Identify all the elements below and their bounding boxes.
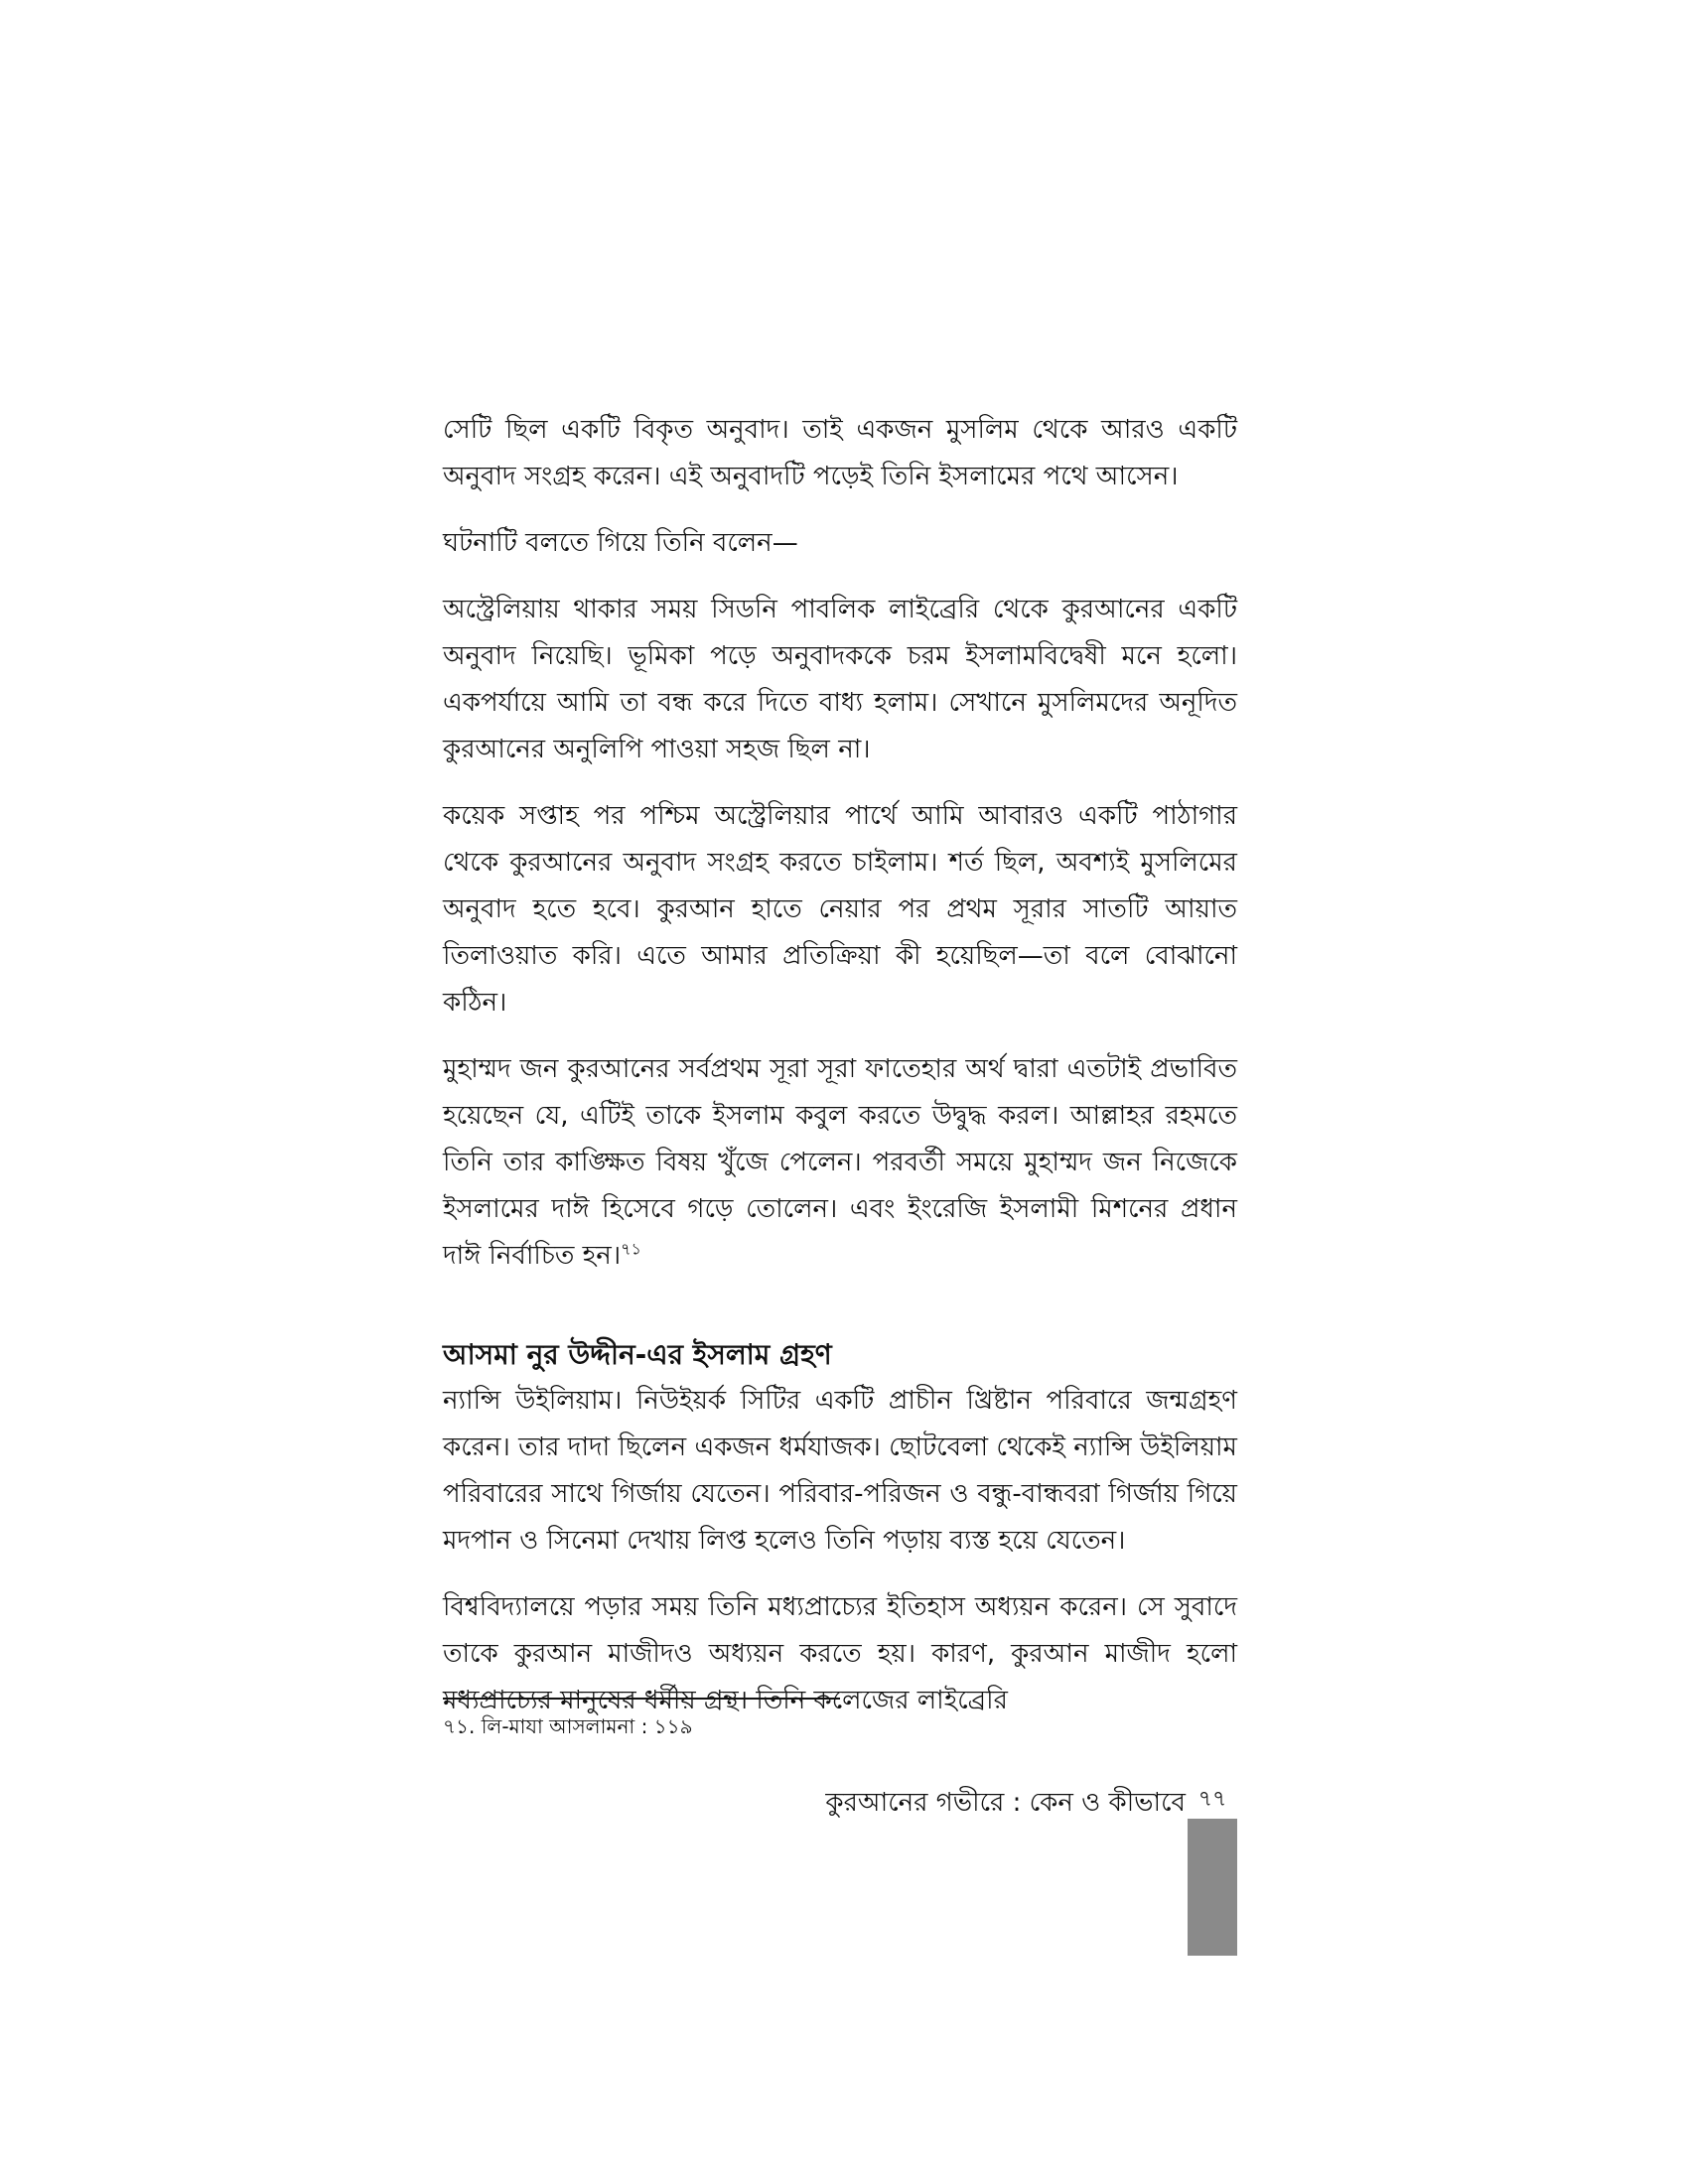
paragraph: [443, 1046, 1237, 1280]
section-heading: আসমা নুর উদ্দীন-এর ইসলাম গ্রহণ: [443, 1338, 832, 1371]
paragraph: কয়েক সপ্তাহ পর পশ্চিম অস্ট্রেলিয়ার পার্থে আমি আবারও একটি পাঠাগার থেকে কুরআনের অনুবাদ সংগ্রহ করতে চাইলাম। শর্ত ছিল, অবশ্যই মুসলিমের অনুবাদ হতে হবে। কুরআন হাতে নেয়ার পর প্রথম সূরার সাতটি আয়াত তিলাওয়াত করি। এতে আমার প্রতিক্রিয়া কী হয়েছিল—তা বলে বোঝানো কঠিন।: [443, 801, 1238, 1018]
footnote: ৭১. লি-মাযা আসলামনা : ১১৯: [443, 1714, 693, 1738]
paragraph: ন্যান্সি উইলিয়াম। নিউইয়র্ক সিটির একটি প্রাচীন খ্রিষ্টান পরিবারে জন্মগ্রহণ করেন। তার দাদা ছিলেন একজন ধর্মযাজক। ছোটবেলা থেকেই ন্যান্সি উইলিয়াম পরিবারের সাথে গির্জায় যেতেন। পরিবার-পরিজন ও বন্ধু-বান্ধবরা গির্জায় গিয়ে মদপান ও সিনেমা দেখায় লিপ্ত হলেও তিনি পড়ায় ব্যস্ত হয়ে যেতেন।: [443, 1386, 1237, 1556]
paragraph: সেটি ছিল একটি বিকৃত অনুবাদ। তাই একজন মুসলিম থেকে আরও একটি অনুবাদ সংগ্রহ করেন। এই অনুবাদটি পড়েই তিনি ইসলামের পথে আসেন।: [443, 415, 1237, 491]
paragraph: বিশ্ববিদ্যালয়ে পড়ার সময় তিনি মধ্যপ্রাচ্যের ইতিহাস অধ্যয়ন করেন। সে সুবাদে তাকে কুরআন মাজীদও অধ্যয়ন করতে হয়। কারণ, কুরআন মাজীদ হলো মধ্যপ্রাচ্যের মানুষের ধর্মীয় গ্রন্থ। তিনি কলেজের লাইব্রেরি: [443, 1592, 1237, 1715]
paragraph: ঘটনাটি বলতে গিয়ে তিনি বলেন—: [443, 528, 798, 558]
body-text: [443, 407, 1237, 1744]
footnote-reference[interactable]: ৭১: [621, 1239, 641, 1259]
footnote-divider: [443, 1698, 840, 1700]
page-number: ৭৭: [1197, 1787, 1227, 1812]
page-edge-tab: [1188, 1819, 1237, 1956]
paragraph: অস্ট্রেলিয়ায় থাকার সময় সিডনি পাবলিক লাইব্রেরি থেকে কুরআনের একটি অনুবাদ নিয়েছি। ভূমিকা পড়ে অনুবাদককে চরম ইসলামবিদ্বেষী মনে হলো। একপর্যায়ে আমি তা বন্ধ করে দিতে বাধ্য হলাম। সেখানে মুসলিমদের অনূদিত কুরআনের অনুলিপি পাওয়া সহজ ছিল না।: [443, 595, 1237, 764]
running-footer-title: কুরআনের গভীরে : কেন ও কীভাবে: [825, 1788, 1186, 1818]
paragraph-text: মুহাম্মদ জন কুরআনের সর্বপ্রথম সূরা সূরা ফাতেহার অর্থ দ্বারা এতটাই প্রভাবিত হয়েছেন যে, এটিই তাকে ইসলাম কবুল করতে উদ্বুদ্ধ করল। আল্লাহর রহমতে তিনি তার কাঙ্ক্ষিত বিষয় খুঁজে পেলেন। পরবর্তী সময়ে মুহাম্মদ জন নিজেকে ইসলামের দাঈ হিসেবে গড়ে তোলেন। এবং ইংরেজি ইসলামী মিশনের প্রধান দাঈ নির্বাচিত হন।: [443, 1054, 1237, 1271]
